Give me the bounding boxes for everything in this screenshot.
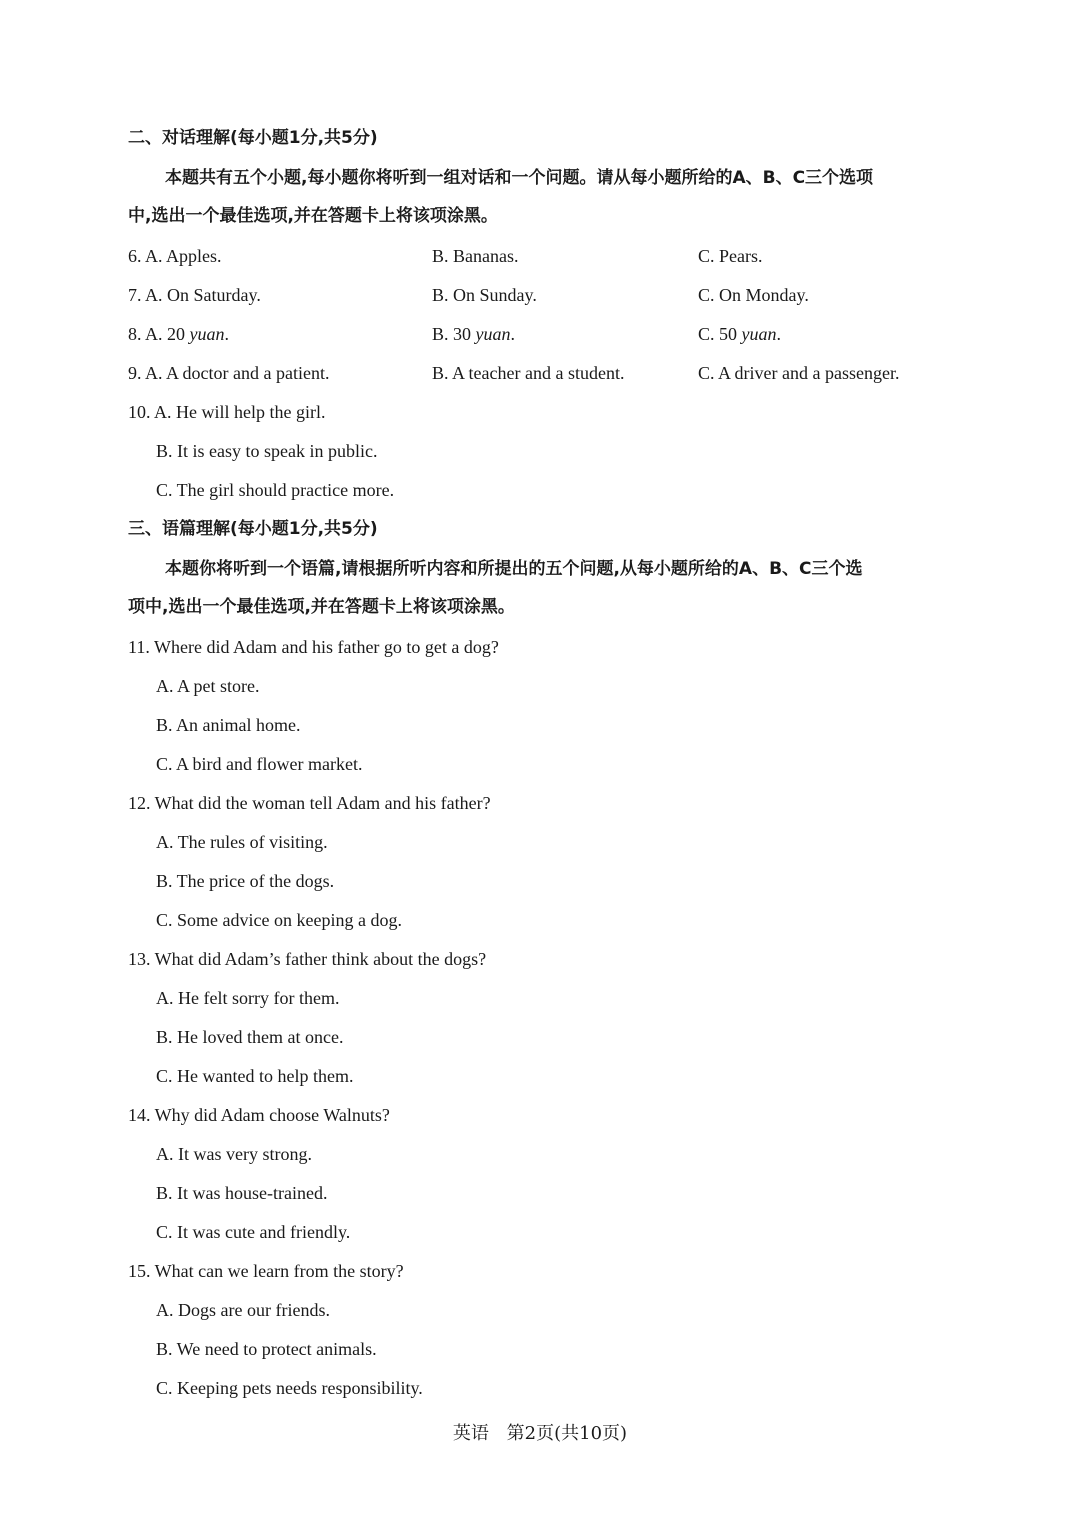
q11-question: 11. Where did Adam and his father go to get a dog? xyxy=(128,637,499,657)
footer-page-number: 第2页(共10页) xyxy=(506,1423,628,1444)
q11-option-a: A. A pet store. xyxy=(156,676,260,696)
q15-option-b: B. We need to protect animals. xyxy=(156,1339,377,1359)
q13-question: 13. What did Adam’s father think about the dogs? xyxy=(128,949,487,969)
q14-option-a: A. It was very strong. xyxy=(156,1144,312,1164)
q7-option-a: 7. A. On Saturday. xyxy=(128,285,261,305)
q9-option-c: C. A driver and a passenger. xyxy=(698,363,900,383)
q11-option-c: C. A bird and flower market. xyxy=(156,754,363,774)
q14-option-b: B. It was house-trained. xyxy=(156,1183,328,1203)
q8-option-b: B. 30 yuan. xyxy=(432,324,516,344)
q12-option-a: A. The rules of visiting. xyxy=(156,832,328,852)
q14-option-c: C. It was cute and friendly. xyxy=(156,1222,351,1242)
q9-option-a: 9. A. A doctor and a patient. xyxy=(128,363,330,383)
q14-question: 14. Why did Adam choose Walnuts? xyxy=(128,1105,390,1125)
page-footer xyxy=(0,1422,1080,1446)
q11-option-b: B. An animal home. xyxy=(156,715,301,735)
q10-option-b: B. It is easy to speak in public. xyxy=(156,441,378,461)
section3-instruction-line2: 项中,选出一个最佳选项,并在答题卡上将该项涂黑。 xyxy=(128,597,515,617)
q9-option-b: B. A teacher and a student. xyxy=(432,363,625,383)
q13-option-c: C. He wanted to help them. xyxy=(156,1066,354,1086)
q6-option-b: B. Bananas. xyxy=(432,246,519,266)
section2-instruction-line2: 中,选出一个最佳选项,并在答题卡上将该项涂黑。 xyxy=(128,206,498,226)
q12-option-b: B. The price of the dogs. xyxy=(156,871,335,891)
q7-option-b: B. On Sunday. xyxy=(432,285,537,305)
q7-option-c: C. On Monday. xyxy=(698,285,809,305)
q10-option-a: 10. A. He will help the girl. xyxy=(128,402,326,422)
q6-option-a: 6. A. Apples. xyxy=(128,246,222,266)
footer-subject: 英语 xyxy=(452,1423,489,1444)
q13-option-b: B. He loved them at once. xyxy=(156,1027,344,1047)
q15-option-a: A. Dogs are our friends. xyxy=(156,1300,330,1320)
q15-option-c: C. Keeping pets needs responsibility. xyxy=(156,1378,423,1398)
q15-question: 15. What can we learn from the story? xyxy=(128,1261,404,1281)
section2-title: 二、对话理解(每小题1分,共5分) xyxy=(128,128,378,148)
section3-title: 三、语篇理解(每小题1分,共5分) xyxy=(128,519,378,539)
q12-question: 12. What did the woman tell Adam and his father? xyxy=(128,793,491,813)
q6-option-c: C. Pears. xyxy=(698,246,763,266)
q13-option-a: A. He felt sorry for them. xyxy=(156,988,340,1008)
section3-instruction-line1: 本题你将听到一个语篇,请根据所听内容和所提出的五个问题,从每小题所给的A、B、C三个选 xyxy=(165,559,863,579)
q8-option-a: 8. A. 20 yuan. xyxy=(128,324,230,344)
q12-option-c: C. Some advice on keeping a dog. xyxy=(156,910,402,930)
section2-instruction-line1: 本题共有五个小题,每小题你将听到一组对话和一个问题。请从每小题所给的A、B、C三个选项 xyxy=(165,168,874,188)
q8-option-c: C. 50 yuan. xyxy=(698,324,782,344)
q10-option-c: C. The girl should practice more. xyxy=(156,480,395,500)
